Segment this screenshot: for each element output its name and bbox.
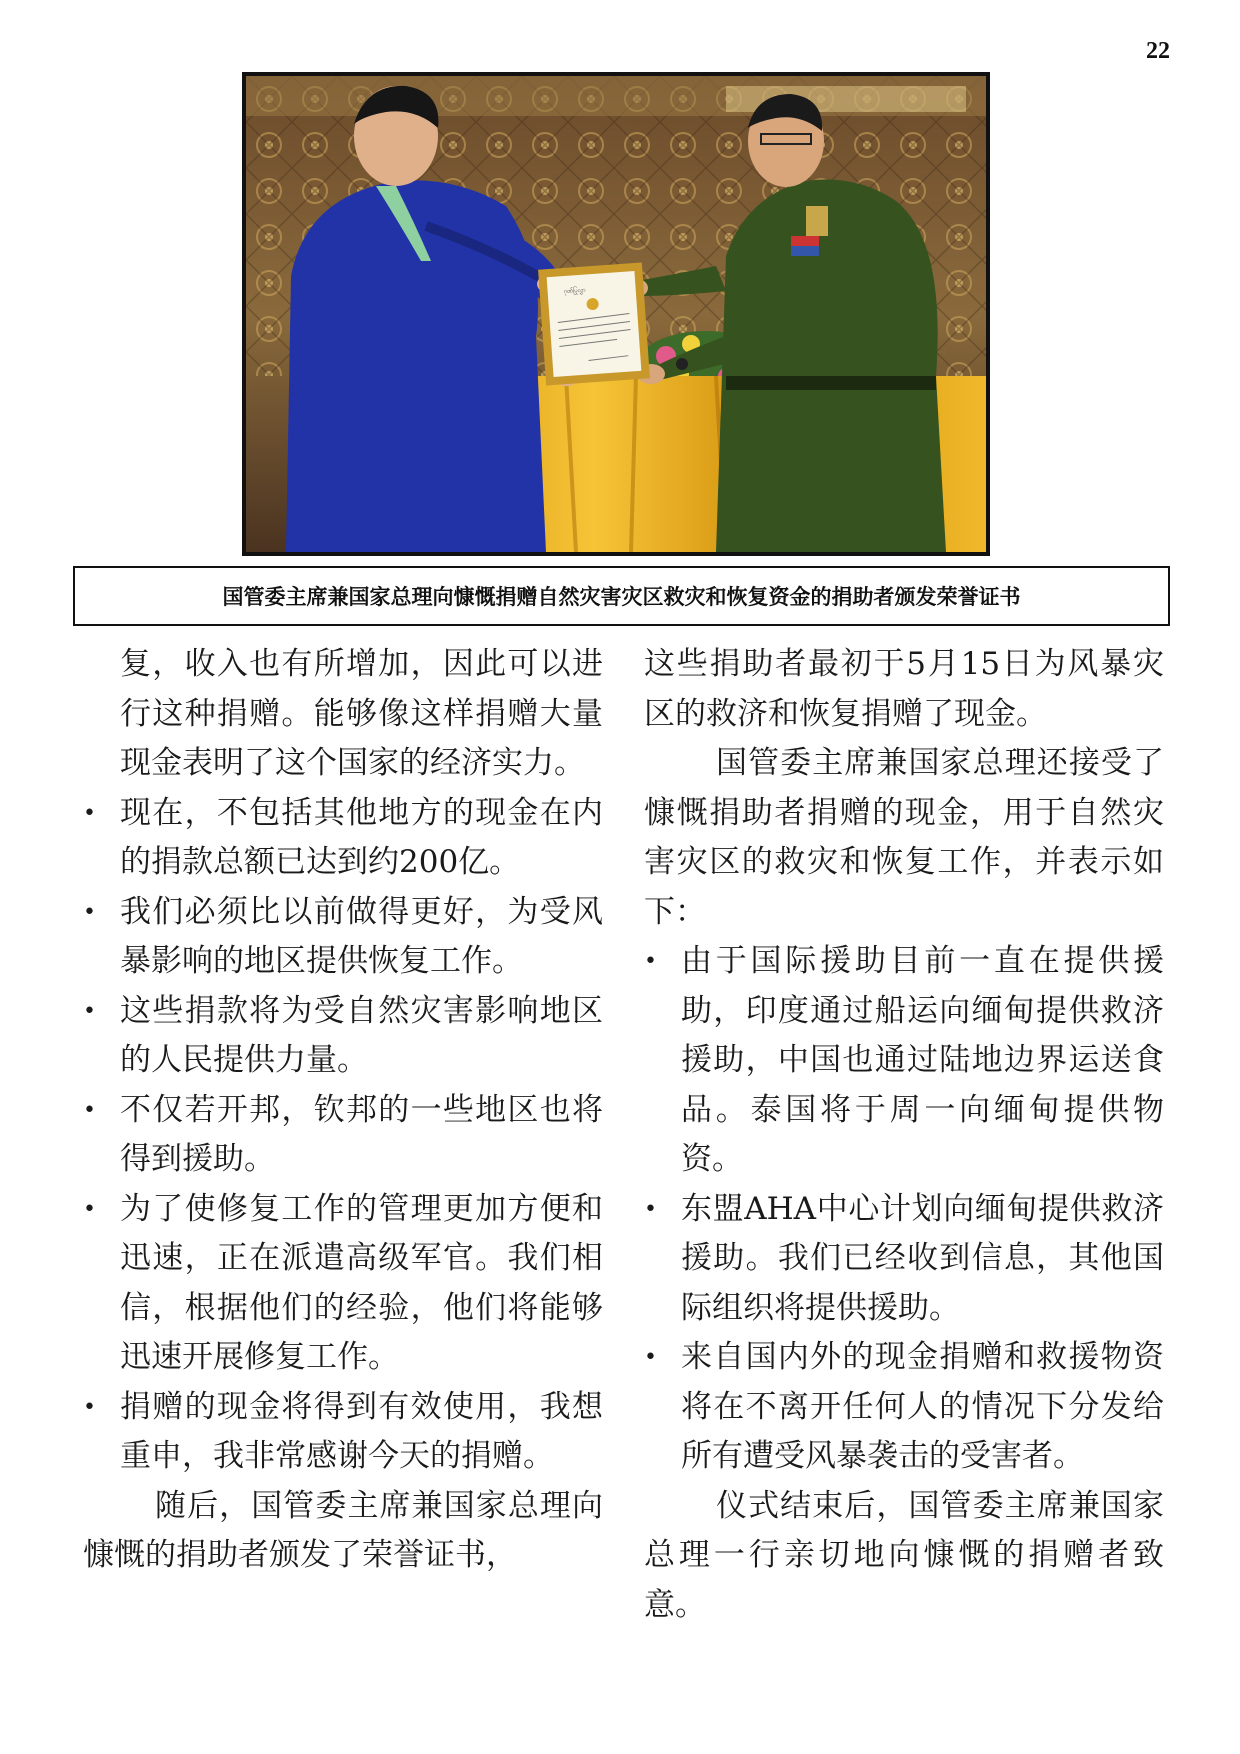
list-item-text: 我们必须比以前做得更好，为受风暴影响的地区提供恢复工作。 (120, 893, 603, 979)
list-item-text: 来自国内外的现金捐赠和救援物资将在不离开任何人的情况下分发给所有遭受风暴袭击的受害者。 (681, 1339, 1164, 1474)
bullet-icon: • (83, 800, 96, 826)
ceremony-photo (242, 72, 990, 556)
list-item (83, 1383, 603, 1482)
certificate-title: ဂုဏ်ပြုလွှာ (563, 286, 586, 296)
certificate-frame (538, 263, 650, 386)
continued-paragraph: 复，收入也有所增加，因此可以进行这种捐赠。能够像这样捐赠大量现金表明了这个国家的经济实力。 (120, 646, 603, 781)
list-item (644, 1185, 1164, 1334)
list-item-text: 这些捐款将为受自然灾害影响地区的人民提供力量。 (120, 992, 603, 1078)
list-item (83, 888, 603, 987)
continued-paragraph: 这些捐助者最初于5月15日为风暴灾区的救济和恢复捐赠了现金。 (644, 646, 1164, 732)
right-column (644, 640, 1164, 1630)
list-item-text: 由于国际援助目前一直在提供援助，印度通过船运向缅甸提供救济援助，中国也通过陆地边界运送食品。泰国将于周一向缅甸提供物资。 (681, 943, 1164, 1177)
closing-paragraph: 随后，国管委主席兼国家总理向慷慨的捐助者颁发了荣誉证书， (83, 1487, 603, 1573)
bullet-icon: • (83, 998, 96, 1024)
list-item (644, 937, 1164, 1185)
list-item (83, 1185, 603, 1383)
list-item-text: 现在，不包括其他地方的现金在内的捐款总额已达到约200亿。 (120, 794, 603, 880)
bullet-icon: • (644, 949, 657, 974)
list-item-text: 捐赠的现金将得到有效使用，我想重申，我非常感谢今天的捐赠。 (120, 1388, 603, 1474)
list-item-text: 不仅若开邦，钦邦的一些地区也将得到援助。 (120, 1091, 603, 1177)
list-item (83, 987, 603, 1086)
closing-paragraph: 仪式结束后，国管委主席兼国家总理一行亲切地向慷慨的捐赠者致意。 (644, 1487, 1164, 1623)
list-item (644, 1333, 1164, 1482)
bullet-icon: • (644, 1196, 657, 1222)
list-item (83, 1086, 603, 1185)
bullet-icon: • (83, 899, 96, 925)
bullet-icon: • (83, 1394, 96, 1420)
bullet-icon: • (644, 1345, 657, 1370)
intro-paragraph: 国管委主席兼国家总理还接受了慷慨捐助者捐赠的现金，用于自然灾害灾区的救灾和恢复工作，并表示如下： (644, 745, 1164, 930)
photo-caption: 国管委主席兼国家总理向慷慨捐赠自然灾害灾区救灾和恢复资金的捐助者颁发荣誉证书 (73, 566, 1170, 626)
list-item-text: 为了使修复工作的管理更加方便和迅速，正在派遣高级军官。我们相信，根据他们的经验，他们将能够迅速开展修复工作。 (120, 1190, 603, 1375)
list-item (83, 789, 603, 888)
bullet-icon: • (83, 1097, 96, 1123)
left-column (83, 640, 603, 1581)
list-item-text: 东盟AHA中心计划向缅甸提供救济援助。我们已经收到信息，其他国际组织将提供援助。 (681, 1190, 1164, 1326)
page-number: 22 (1146, 38, 1170, 64)
bullet-icon: • (83, 1196, 96, 1222)
